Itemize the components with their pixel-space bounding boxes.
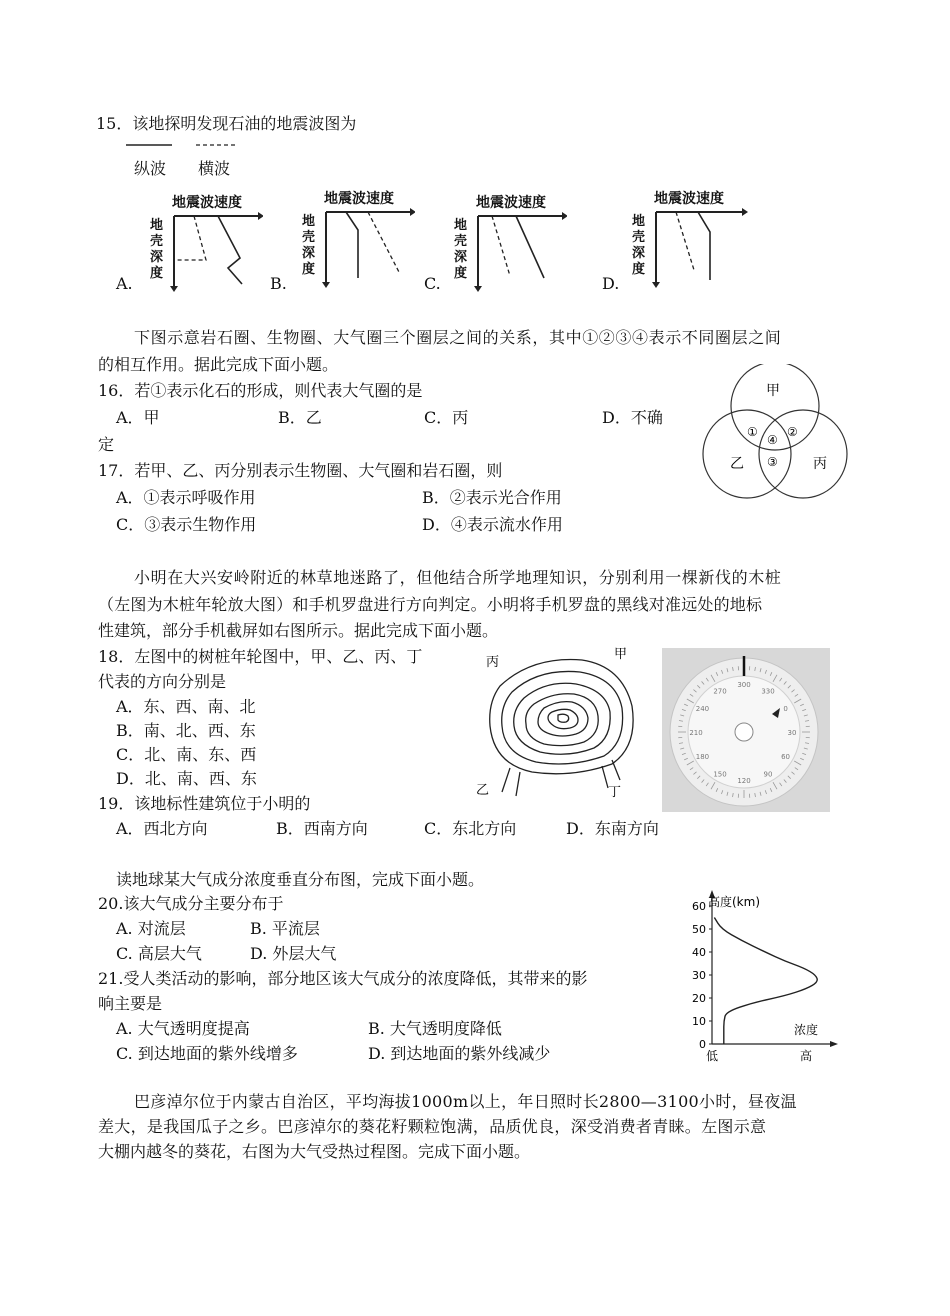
q17-option-d[interactable]: D．④表示流水作用 (422, 515, 563, 534)
compass-degree-label: 240 (695, 705, 710, 713)
compass-degree-label: 30 (787, 729, 797, 737)
tree-stump-diagram (472, 646, 652, 806)
compass-degree-label: 60 (781, 753, 791, 761)
y-tick-label: 40 (692, 946, 706, 959)
q15-stem: 15．该地探明发现石油的地震波图为 (96, 114, 357, 133)
venn-mark-1: ① (747, 425, 758, 439)
q21-stem-line2: 响主要是 (98, 994, 163, 1013)
panel-c-ylabel: 地 壳 深 度 (454, 218, 468, 281)
stump-label-bing: 丙 (486, 655, 500, 670)
intro-last-line3: 大棚内越冬的葵花，右图为大气受热过程图。完成下面小题。 (98, 1142, 531, 1161)
compass-degree-label: 300 (737, 681, 751, 689)
q19-option-b[interactable]: B．西南方向 (276, 819, 368, 838)
stump-label-ding: 丁 (608, 785, 622, 800)
panel-a-title: 地震波速度 (172, 195, 242, 211)
intro18-line2: （左图为木桩年轮放大图）和手机罗盘进行方向判定。小明将手机罗盘的黑线对准远处的地标 (98, 595, 763, 614)
compass-degree-label: 330 (761, 687, 775, 696)
q15-option-b[interactable]: B. (270, 274, 287, 293)
venn-label-yi: 乙 (730, 456, 744, 472)
compass-degree-label: 150 (713, 770, 727, 779)
q16-option-d[interactable]: D．不确 (602, 408, 663, 427)
q21-option-b[interactable]: B. 大气透明度降低 (368, 1019, 502, 1038)
panel-d-title: 地震波速度 (654, 191, 724, 207)
p-wave-line (516, 216, 544, 278)
p-wave-line (346, 212, 358, 278)
circle-yi (703, 410, 791, 498)
q20-option-c[interactable]: C. 高层大气 (116, 944, 202, 963)
y-axis-label: 高度(km) (708, 895, 761, 909)
q21-option-c[interactable]: C. 到达地面的紫外线增多 (116, 1044, 298, 1063)
q17-option-b[interactable]: B．②表示光合作用 (422, 488, 562, 507)
compass-center-icon (735, 723, 753, 741)
wave-panel-a (148, 192, 263, 292)
q16-option-d-wrap: 定 (98, 435, 115, 454)
y-tick-label: 50 (692, 923, 706, 936)
s-wave-line (176, 216, 206, 260)
q20-stem: 20.该大气成分主要分布于 (98, 894, 284, 913)
intro16-line2: 的相互作用。据此完成下面小题。 (98, 355, 339, 374)
q18-stem-line2: 代表的方向分别是 (98, 672, 227, 691)
wave-panel-c (452, 192, 567, 292)
p-wave-line (698, 212, 710, 280)
x-tick-low: 低 (706, 1049, 719, 1063)
q21-option-d[interactable]: D. 到达地面的紫外线减少 (368, 1044, 551, 1063)
q21-option-a[interactable]: A. 大气透明度提高 (116, 1019, 250, 1038)
q15-option-a[interactable]: A. (116, 274, 133, 293)
y-tick-label: 10 (692, 1015, 706, 1028)
venn-mark-4: ④ (767, 433, 778, 447)
wave-panel-b (300, 188, 415, 288)
y-tick-label: 20 (692, 992, 706, 1005)
panel-b-title: 地震波速度 (324, 191, 394, 207)
panel-b-ylabel: 地 壳 深 度 (302, 214, 316, 277)
q18-option-c[interactable]: C．北、南、东、西 (116, 745, 257, 764)
x-axis-label: 浓度 (794, 1023, 819, 1037)
q17-option-a[interactable]: A．①表示呼吸作用 (116, 488, 256, 507)
panel-a-ylabel: 地 壳 深 度 (150, 218, 164, 281)
compass-degree-label: 210 (689, 729, 703, 737)
legend-s-wave: 横波 (198, 159, 231, 178)
compass-degree-label: 270 (713, 687, 727, 696)
p-wave-line (218, 216, 242, 284)
s-wave-line (676, 212, 694, 270)
venn-diagram (696, 364, 856, 504)
compass-degree-label: 180 (695, 753, 710, 761)
venn-mark-2: ② (787, 425, 798, 439)
intro-last-line1: 巴彦淖尔位于内蒙古自治区，平均海拔1000m以上，年日照时长2800—3100小时，昼夜温 (134, 1092, 797, 1111)
q15-option-d[interactable]: D. (602, 274, 620, 293)
q18-stem-line1: 18．左图中的树桩年轮图中，甲、乙、丙、丁 (98, 647, 423, 666)
q20-option-d[interactable]: D. 外层大气 (250, 944, 337, 963)
q18-option-a[interactable]: A．东、西、南、北 (116, 697, 256, 716)
q18-option-d[interactable]: D．北、南、西、东 (116, 769, 257, 788)
q16-option-c[interactable]: C．丙 (424, 408, 469, 427)
q19-option-a[interactable]: A．西北方向 (116, 819, 208, 838)
q21-stem-line1: 21.受人类活动的影响，部分地区该大气成分的浓度降低，其带来的影 (98, 969, 588, 988)
venn-mark-3: ③ (767, 455, 778, 469)
q16-option-a[interactable]: A．甲 (116, 408, 160, 427)
x-axis-arrow-icon (830, 1041, 838, 1047)
panel-c-title: 地震波速度 (476, 195, 546, 211)
venn-label-jia: 甲 (766, 383, 780, 399)
q17-option-c[interactable]: C．③表示生物作用 (116, 515, 257, 534)
intro18-line1: 小明在大兴安岭附近的林草地迷路了，但他结合所学地理知识，分别利用一棵新伐的木桩 (134, 568, 782, 587)
q18-option-b[interactable]: B．南、北、西、东 (116, 721, 256, 740)
stump-label-jia: 甲 (614, 647, 628, 662)
legend-p-wave: 纵波 (134, 159, 167, 178)
compass-degree-label: 120 (737, 777, 751, 785)
x-tick-high: 高 (800, 1049, 813, 1063)
stump-label-yi: 乙 (476, 783, 490, 798)
q20-option-a[interactable]: A. 对流层 (116, 919, 186, 938)
q16-stem: 16．若①表示化石的形成，则代表大气圈的是 (98, 381, 423, 400)
q15-option-c[interactable]: C. (424, 274, 441, 293)
intro20-line1: 读地球某大气成分浓度垂直分布图，完成下面小题。 (116, 870, 485, 889)
q20-option-b[interactable]: B. 平流层 (250, 919, 320, 938)
y-tick-label: 0 (699, 1038, 706, 1051)
q19-stem: 19．该地标性建筑位于小明的 (98, 794, 311, 813)
wave-panel-d (630, 188, 750, 288)
q19-option-d[interactable]: D．东南方向 (566, 819, 659, 838)
intro16-line1: 下图示意岩石圈、生物圈、大气圈三个圈层之间的关系，其中①②③④表示不同圈层之间 (134, 328, 782, 347)
venn-label-bing: 丙 (813, 456, 827, 472)
intro-last-line2: 差大，是我国瓜子之乡。巴彦淖尔的葵花籽颗粒饱满，品质优良，深受消费者青睐。左图示意 (98, 1117, 767, 1136)
concentration-chart (672, 884, 862, 1066)
s-wave-line (492, 216, 510, 276)
q19-option-c[interactable]: C．东北方向 (424, 819, 517, 838)
y-tick-label: 60 (692, 900, 706, 913)
compass-degree-label: 0 (783, 705, 788, 713)
y-tick-label: 30 (692, 969, 706, 982)
q17-stem: 17．若甲、乙、丙分别表示生物圈、大气圈和岩石圈，则 (98, 461, 503, 480)
intro18-line3: 性建筑，部分手机截屏如右图所示。据此完成下面小题。 (98, 621, 499, 640)
q16-option-b[interactable]: B．乙 (278, 408, 322, 427)
compass-degree-label: 90 (763, 770, 773, 779)
phone-compass (662, 648, 830, 812)
panel-d-ylabel: 地 壳 深 度 (632, 214, 646, 277)
circle-bing (759, 410, 847, 498)
s-wave-line (368, 212, 400, 274)
